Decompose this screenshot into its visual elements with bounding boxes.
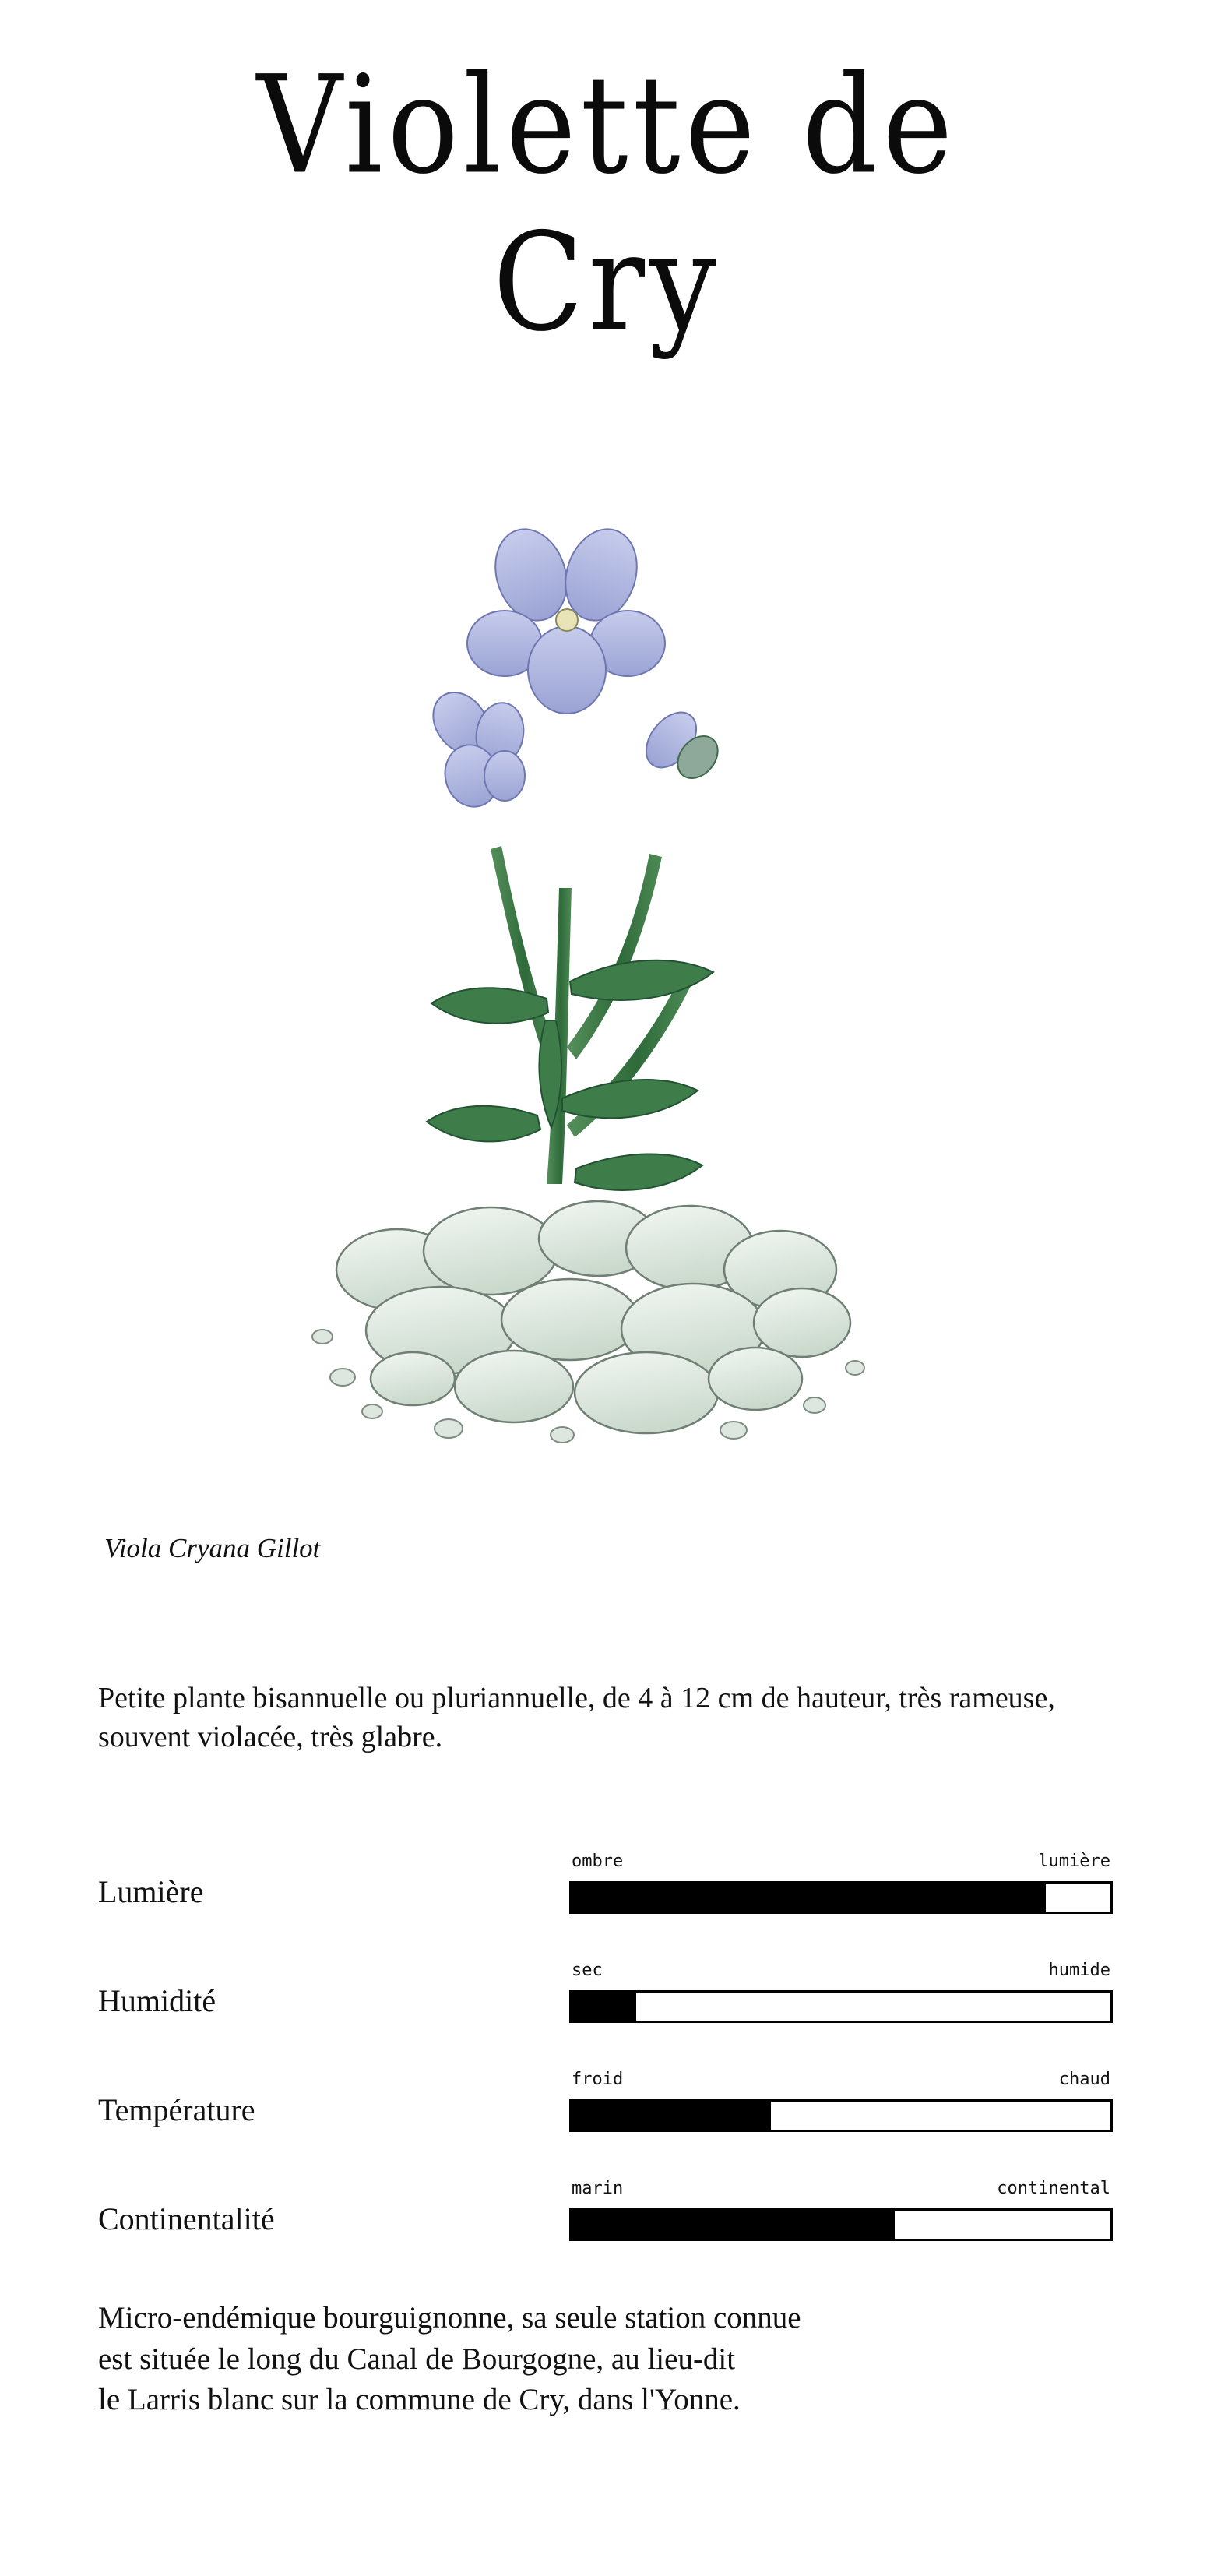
gauge-left-end-lumiere: ombre (572, 1852, 624, 1871)
gauge-left-end-temperature: froid (572, 2070, 624, 2089)
gauge-endpoints-humidite (569, 1961, 1113, 1986)
gauge-right-end-humidite: humide (1048, 1961, 1110, 1980)
gauge-label-continentalite: Continentalité (98, 2201, 275, 2236)
gauge-bar-continentalite[interactable] (569, 2208, 1113, 2241)
gauge-humidite (569, 1961, 1113, 2023)
rocks (336, 1201, 850, 1433)
gauge-label-humidite: Humidité (98, 1983, 216, 2018)
page-title (0, 46, 1214, 361)
gauge-bar-temperature[interactable] (569, 2099, 1113, 2132)
description-text: Petite plante bisannuelle ou pluriannuelle, de 4 à 12 cm de hauteur, très rameuse, souvent violacée, très glabre. (98, 1682, 1055, 1754)
flower-left (421, 682, 528, 812)
gauge-endpoints-temperature (569, 2070, 1113, 2095)
gauge-endpoints-lumiere (569, 1852, 1113, 1876)
gauge-fill-humidite (572, 1993, 636, 2021)
latin-name: Viola Cryana Gillot (104, 1533, 321, 1563)
violet-plant-illustration (257, 483, 958, 1480)
leaves (427, 960, 713, 1190)
gauge-lumiere (569, 1852, 1113, 1914)
ecology-gauges (98, 1834, 1118, 2271)
violet-plant-svg (257, 483, 958, 1480)
gauge-fill-temperature (572, 2102, 771, 2130)
gauge-endpoints-continentalite (569, 2179, 1113, 2204)
gauge-bar-lumiere[interactable] (569, 1881, 1113, 1914)
gauge-right-end-temperature: chaud (1058, 2070, 1110, 2089)
footer-line-3: le Larris blanc sur la commune de Cry, dans l'Yonne. (98, 2383, 741, 2417)
gauge-right-end-continentalite: continental (997, 2179, 1110, 2198)
gauge-left-end-continentalite: marin (572, 2179, 624, 2198)
title-line-1: Violette de (256, 46, 958, 204)
gauge-temperature (569, 2070, 1113, 2132)
gauge-row-humidite (98, 1943, 1118, 2053)
footer-note (98, 2298, 1134, 2421)
gauge-row-lumiere (98, 1834, 1118, 1943)
gauge-label-lumiere: Lumière (98, 1874, 204, 1909)
footer-line-1: Micro-endémique bourguignonne, sa seule station connue (98, 2301, 801, 2335)
gauge-row-temperature (98, 2053, 1118, 2162)
title-line-2: Cry (493, 203, 721, 361)
flower-right-bud (635, 703, 725, 786)
gauge-row-continentalite (98, 2162, 1118, 2271)
gauge-bar-humidite[interactable] (569, 1990, 1113, 2023)
gauge-fill-lumiere (572, 1884, 1046, 1912)
gauge-fill-continentalite (572, 2211, 895, 2239)
gauge-label-temperature: Température (98, 2092, 255, 2127)
gauge-left-end-humidite: sec (572, 1961, 603, 1980)
gauge-continentalite (569, 2179, 1113, 2241)
gauge-right-end-lumiere: lumière (1038, 1852, 1110, 1871)
flower-top (467, 520, 665, 714)
footer-line-2: est située le long du Canal de Bourgogne, au lieu-dit (98, 2342, 736, 2376)
